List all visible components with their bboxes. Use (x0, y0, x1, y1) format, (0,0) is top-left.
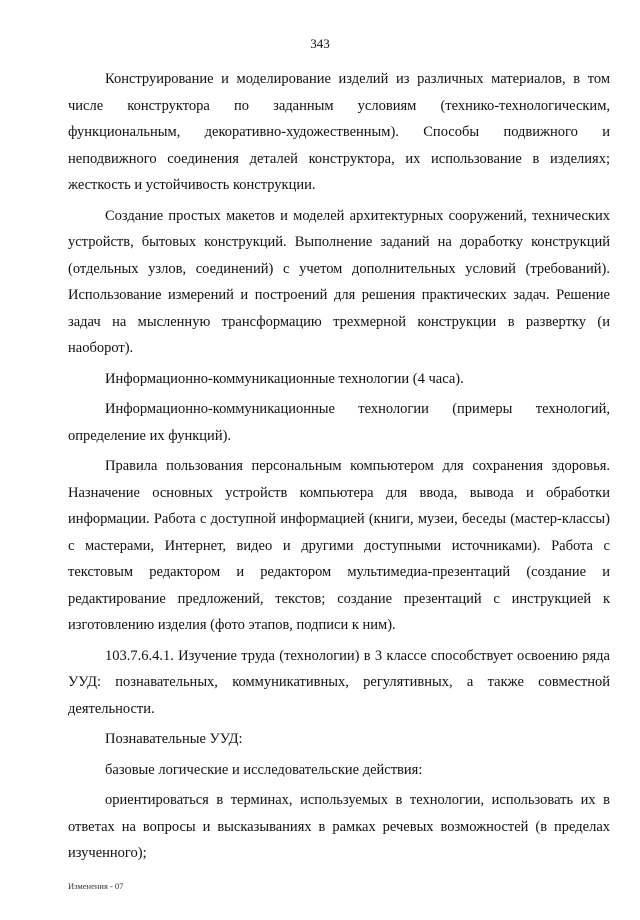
page-number: 343 (310, 36, 330, 51)
paragraph-logical-actions: базовые логические и исследовательские действия: (105, 761, 423, 778)
document-body (68, 66, 610, 871)
paragraph-uud-intro: 103.7.6.4.1. Изучение труда (технологии) в 3 классе способствует освоению ряда УУД: познавательных, коммуникативных, регулятивных, а также совместной деятельности. (68, 647, 610, 717)
paragraph-orientation: ориентироваться в терминах, используемых в технологии, использовать их в ответах на вопросы и высказываниях в рамках речевых возможностей (в пределах изученного); (68, 792, 610, 861)
paragraph-models: Создание простых макетов и моделей архитектурных сооружений, технических устройств, бытовых конструкций. Выполнение заданий на доработку конструкций (отдельных узлов, соединений) с учетом дополнительных условий (требований). Использование измерений и построений для решения практических задач. Решение задач на мысленную трансформацию трехмерной конструкции в развертку (и наоборот). (68, 207, 610, 356)
paragraph-ict-definition: Информационно-коммуникационные технологии (примеры технологий, определение их функций). (68, 401, 610, 444)
paragraph-ict-heading: Информационно-коммуникационные технологии (4 часа). (105, 370, 464, 387)
paragraph-cognitive-uud: Познавательные УУД: (105, 731, 243, 747)
paragraph-construction: Конструирование и моделирование изделий из различных материалов, в том числе конструктора по заданным условиям (технико-технологическим, функциональным, декоративно-художественным). Способы подвижного и неподвижного соединения деталей конструктора, их использование в изделиях; жесткость и устойчивость конструкции. (68, 71, 610, 193)
paragraph-computer-rules: Правила пользования персональным компьютером для сохранения здоровья. Назначение основных устройств компьютера для ввода, вывода и обработки информации. Работа с доступной информацией (книги, музеи, беседы (мастер-классы) с мастерами, Интернет, видео и другими доступными источниками). Работа с текстовым редактором и редактором мультимедиа-презентаций (создание и редактирование предложений, текстов; создание презентаций с инструкцией к изготовлению изделия (фото этапов, подписи к ним). (68, 458, 610, 633)
footer-revision: Изменения - 07 (68, 881, 124, 891)
